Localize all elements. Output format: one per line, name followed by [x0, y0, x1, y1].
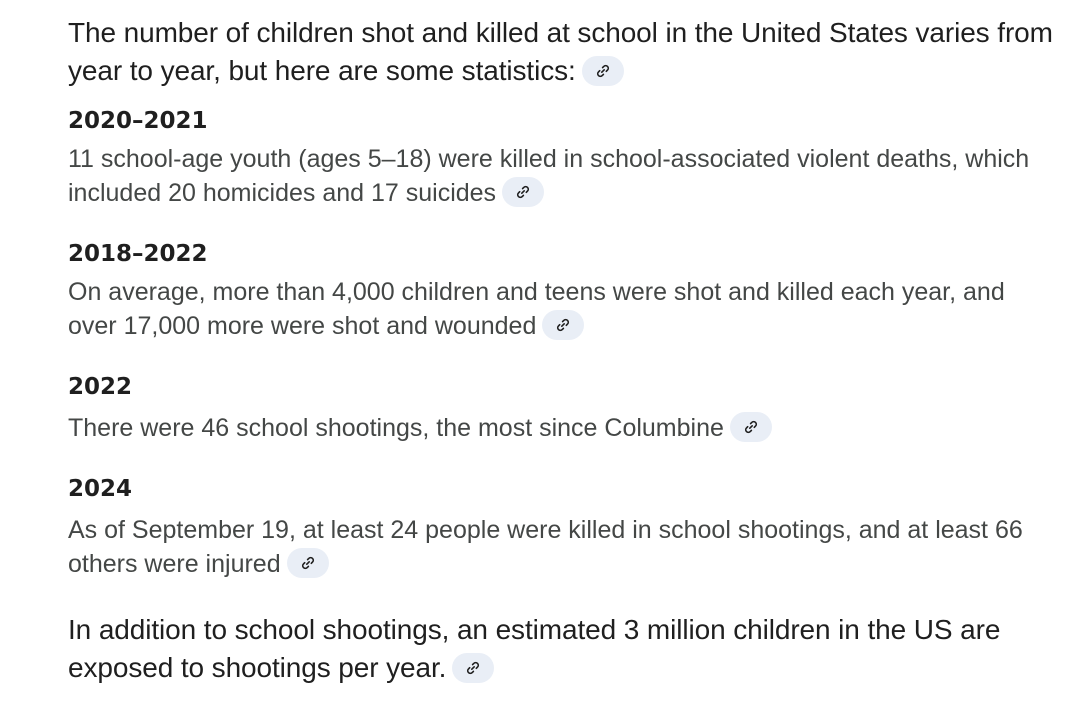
stat-section	[68, 107, 1058, 210]
stat-section	[68, 240, 1058, 343]
intro-paragraph	[68, 14, 1058, 90]
link-icon	[595, 63, 611, 79]
stat-paragraph	[68, 275, 1058, 343]
stat-text: 11 school-age youth (ages 5–18) were killed in school-associated violent deaths, which included 20 homicides and 17 suicides	[68, 145, 1030, 207]
source-link-button[interactable]	[542, 310, 584, 340]
stat-text: As of September 19, at least 24 people were killed in school shootings, and at least 66 others were injured	[68, 516, 1023, 578]
link-icon	[300, 555, 316, 571]
stat-text: On average, more than 4,000 children and teens were shot and killed each year, and over 17,000 more were shot and wounded	[68, 278, 1005, 340]
link-icon	[743, 419, 759, 435]
response-content	[68, 14, 1058, 687]
stat-heading: 2022	[68, 374, 133, 400]
stat-paragraph	[68, 411, 1058, 445]
stat-heading: 2020–2021	[68, 108, 208, 134]
source-link-button[interactable]	[287, 548, 329, 578]
source-link-button[interactable]	[730, 412, 772, 442]
stat-section	[68, 475, 1058, 581]
link-icon	[515, 184, 531, 200]
intro-text: The number of children shot and killed at school in the United States varies from year to year, but here are some statistics:	[68, 17, 1053, 86]
outro-paragraph	[68, 611, 1058, 687]
link-icon	[465, 660, 481, 676]
stat-section	[68, 373, 1058, 445]
link-icon	[555, 317, 571, 333]
stat-paragraph	[68, 513, 1058, 581]
source-link-button[interactable]	[582, 56, 624, 86]
stat-text: There were 46 school shootings, the most since Columbine	[68, 414, 724, 442]
outro-text: In addition to school shootings, an estimated 3 million children in the US are exposed to shootings per year.	[68, 614, 1001, 683]
source-link-button[interactable]	[452, 653, 494, 683]
source-link-button[interactable]	[502, 177, 544, 207]
stat-paragraph	[68, 142, 1058, 210]
stat-heading: 2024	[68, 476, 133, 502]
stat-heading: 2018–2022	[68, 241, 208, 267]
